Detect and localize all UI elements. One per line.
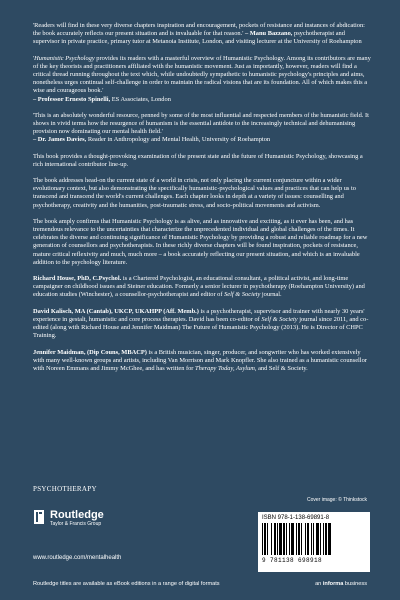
back-cover-content xyxy=(33,22,373,381)
barcode xyxy=(258,512,370,572)
informa-business xyxy=(315,581,367,587)
bio-end: journal. xyxy=(260,291,282,299)
quote-spinelli: 'Humanistic Psychology provides its readers with a masterful overview of Humanistic Psychology. Among its contributors are many of the key theorists and practitioners affiliated with the humanistic movement. Just as importantly, however, readers will find a critical thread running throughout the text which, while undoubtedly sympathetic to humanistic psychology's principles and aims, nonetheless urges continual self-challenge in order to maintain the radical visions that are its foundation. All of which makes this a wise and courageous book.' – Professor Ernesto Spinelli, ES Associates, London xyxy=(33,54,371,103)
informa-prefix: an xyxy=(315,581,323,587)
ebook-note: Routledge titles are available as eBook editions in a range of digital formats xyxy=(33,581,220,587)
bio-text: is a British musician, singer, producer, and songwriter who has worked extensively with many well-known groups and artists, including Van Morrison and Mark Knopfler. She also trained as a humanistic counsellor with Noreen Emmans and Jimmy McGhee, and has written for xyxy=(33,348,367,372)
publisher-subtitle: Taylor & Francis Group xyxy=(50,521,102,527)
barcode-digits: 9 781138 698918 xyxy=(262,557,323,564)
bio-italic: Therapy Today, Asylum, xyxy=(195,364,257,372)
bio-italic: Self & Society xyxy=(224,291,261,299)
bio-end: journal since 2011, and co-edited (along with Richard House and Jennifer Maidman) The Future of Humanistic Psychology (2013). He is Director of CHPC Training. xyxy=(33,315,369,340)
bio-maidman xyxy=(33,349,373,374)
bio-kalisch xyxy=(33,308,373,341)
bio-name: Jennifer Maidman, (Dip Couns, MBACP) xyxy=(33,348,147,356)
bio-name: Richard House, PhD, C.Psychol. xyxy=(33,275,122,283)
quote-text: 'This is an absolutely wonderful resource, penned by some of the most influential and respected members of the humanistic field. It shows in vivid terms how the resurgence of humanism is the essential antidote to the increasingly technical and dehumanising provision now dominating our mental health field.' xyxy=(33,111,369,136)
routledge-logo-icon xyxy=(33,510,45,524)
informa-suffix: business xyxy=(343,581,367,587)
quote-bazzano xyxy=(33,22,373,47)
description-paragraph-2: The book addresses head-on the current state of a world in crisis, not only placing the current conjuncture within a wider evolutionary context, but also demonstrating the specifically humanistic-psychological values and practices that can help us to transcend and transcend the world's current challenges. Each chapter looks in depth at a variety of issues: counselling and psychotherapy, creativity and the humanities, post-traumatic stress, and socio-political movements and activism. xyxy=(33,177,356,209)
quote-affiliation: ES Associates, London xyxy=(111,95,171,103)
cover-footer xyxy=(0,495,400,600)
barcode-bars xyxy=(262,523,366,555)
quote-text: provides its readers with a masterful overview of Humanistic Psychology. Among its contributors are many of the key theorists and practitioners affiliated with the humanistic movement. Just as importantly, however, readers will find a critical thread running throughout the text which, while undoubtedly sympathetic to humanistic psychology's principles and aims, nonetheless urges continual self-challenge in order to maintain the radical visions that are its foundation. All of which makes this a wise and courageous book.' xyxy=(33,54,371,95)
subject-category: PSYCHOTHERAPY xyxy=(33,485,97,493)
bio-house xyxy=(33,275,373,300)
quote-author: – Professor Ernesto Spinelli, xyxy=(33,95,111,103)
isbn-label: ISBN 978-1-138-69891-8 xyxy=(262,515,330,521)
quote-italic-title: Humanistic Psychology xyxy=(34,54,95,62)
description-paragraph-3: The book amply confirms that Humanistic Psychology is as alive, and as innovative and exciting, as it ever has been, and has tremendous relevance to the uncertainties that characterize the unprecedented individual and global challenges of the times. It celebrates the diverse and continuing significance of Humanistic Psychology by providing a robust and reliable roadmap for a new generation of counsellors and psychotherapists. In these richly diverse chapters will be found inspiration, pockets of resistance, mature critical reflexivity and much, much more – a book accurately reflecting our present situation, and which is an invaluable addition to the psychology literature. xyxy=(33,217,368,266)
bio-text: is a psychotherapist, supervisor and trainer with nearly 30 years' experience in gestalt, humanistic and core process therapies. David has been co-editor of xyxy=(33,307,365,323)
publisher-name: Routledge xyxy=(50,509,104,521)
informa-name: informa xyxy=(322,581,344,587)
bio-italic: Self & Society xyxy=(261,315,298,323)
bio-end: and Self & Society. xyxy=(256,364,308,372)
description-paragraph-1: This book provides a thought-provoking examination of the present state and the future of Humanistic Psychology, showcasing a rich international contributor line-up. xyxy=(33,152,363,168)
quote-affiliation: psychotherapist and supervisor in private practice, primary tutor at Metanoia Institute, London, and visiting lecturer at the University of Roehampton xyxy=(33,30,362,46)
publisher-logo xyxy=(33,509,104,528)
quote-davies xyxy=(33,112,373,145)
bio-text: is a Chartered Psychologist, an educational consultant, a political activist, and long-time campaigner on childhood issues and Steiner education. Formerly a senior lecturer in psychotherapy (Roehampton University) and education studies (Winchester), a counsellor-psychotherapist and editor of xyxy=(33,275,365,299)
bio-name: David Kalisch, MA (Cantab), UKCP, UKAHPP (Aff. Memb.) xyxy=(33,307,199,315)
quote-author: – Dr. James Davies, xyxy=(33,136,87,144)
quote-author: – Manu Bazzano, xyxy=(244,30,293,38)
quote-text: 'Readers will find in these very diverse chapters inspiration and encouragement, pockets of resistance and instances of abdication: the book accurately reflects our present situation and is invaluable for that reason.' xyxy=(33,22,365,38)
quote-affiliation: Reader in Anthropology and Mental Health, University of Roehampton xyxy=(87,136,271,144)
publisher-url[interactable]: www.routledge.com/mentalhealth xyxy=(33,555,122,561)
cover-image-credit: Cover image: © Thinkstock xyxy=(306,497,367,503)
